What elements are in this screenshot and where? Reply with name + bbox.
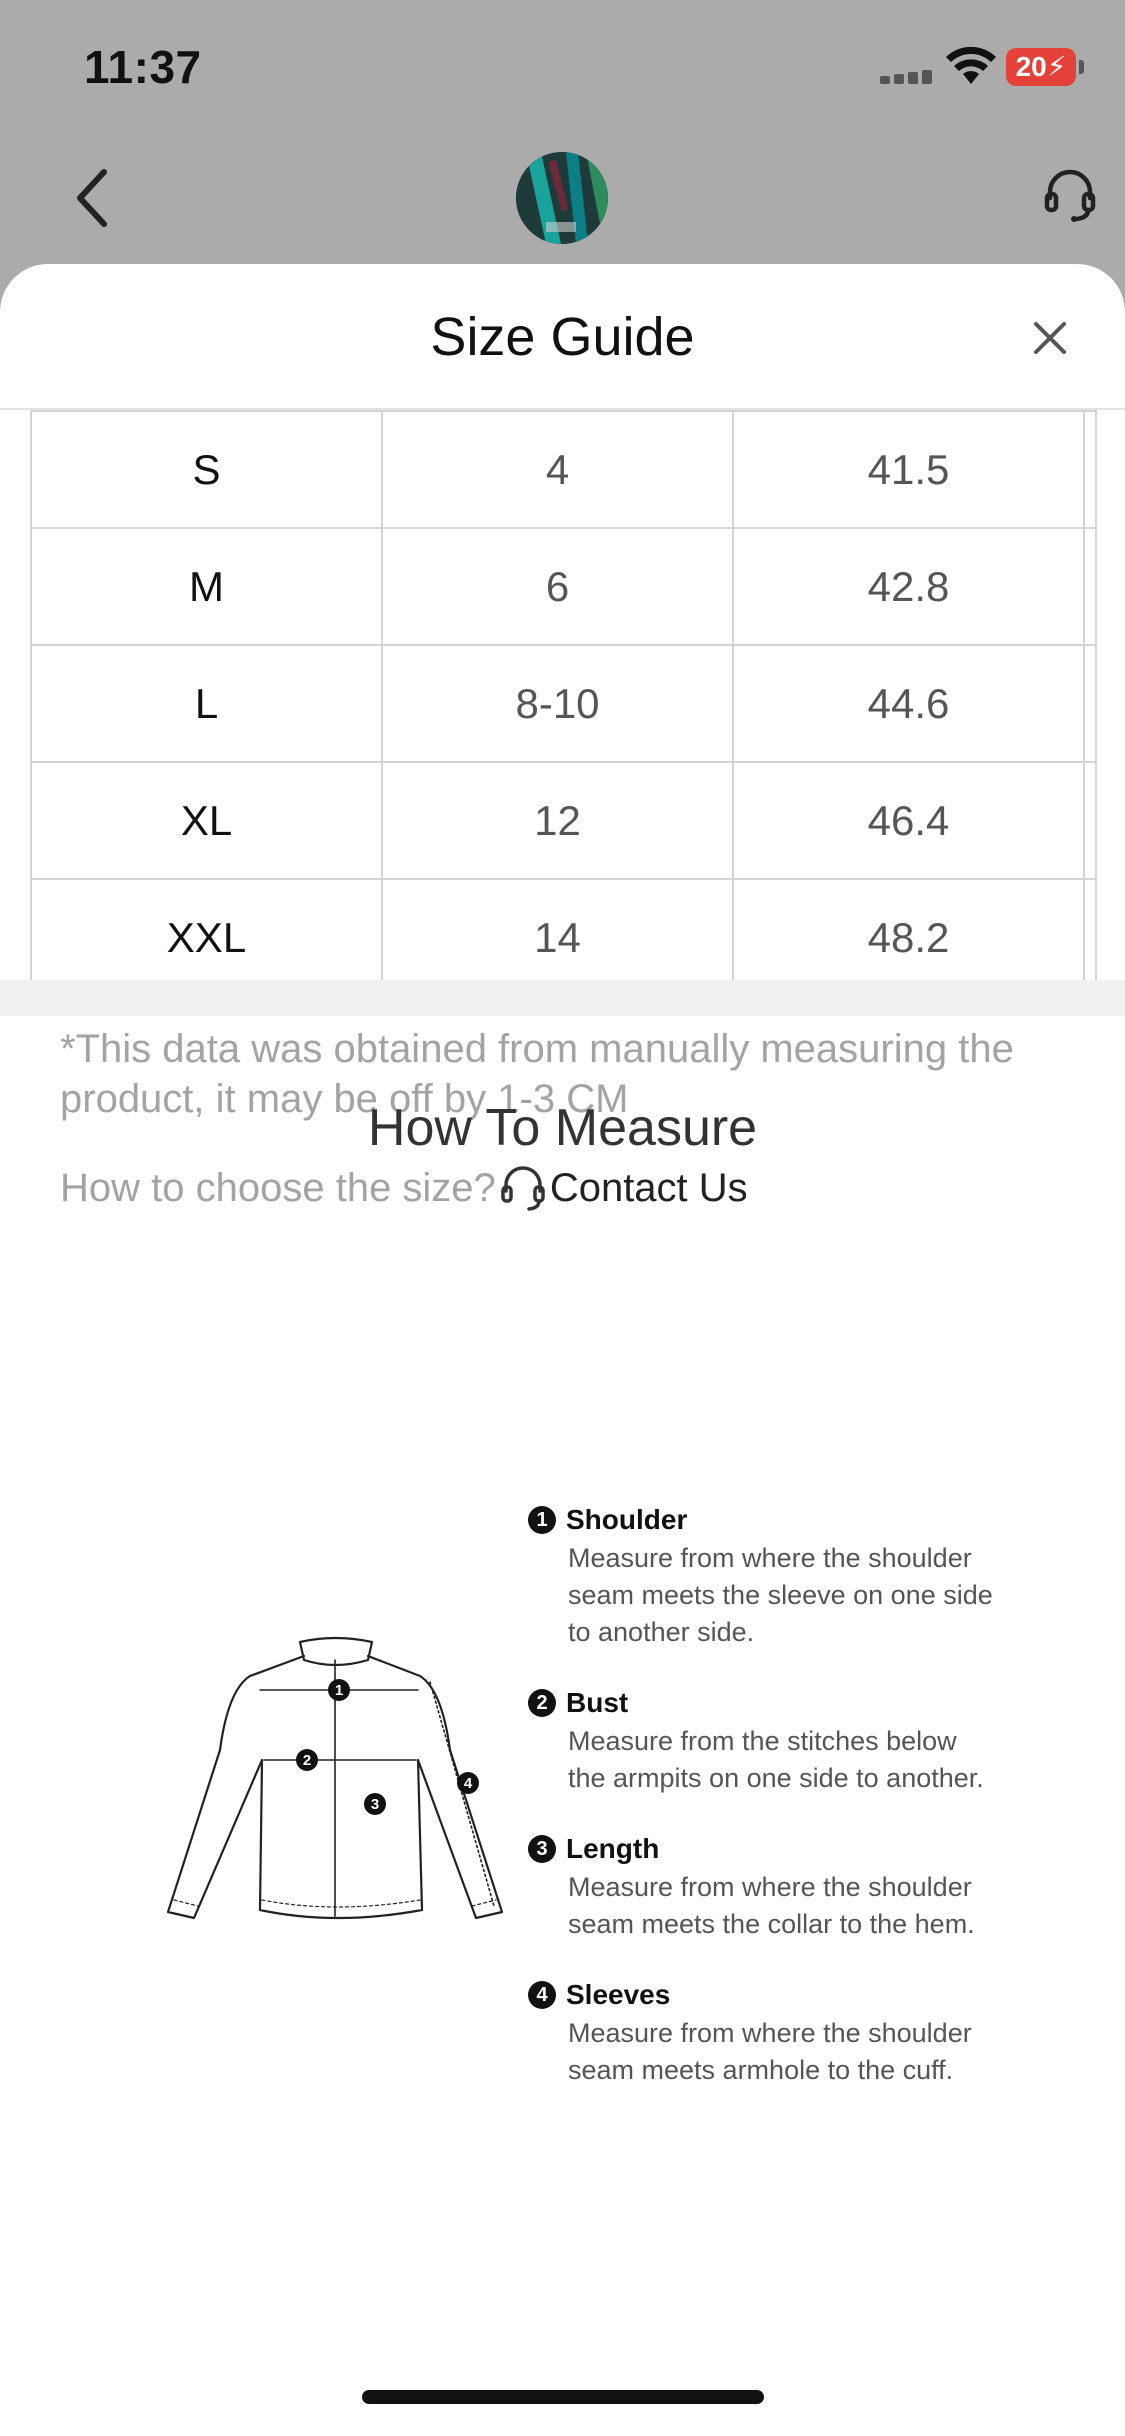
step-head — [528, 1683, 1008, 1723]
table-cell-overflow — [1084, 762, 1096, 879]
how-to-measure-title: How To Measure — [367, 1099, 758, 1157]
battery-cap — [1079, 60, 1084, 74]
table-cell-overflow — [1084, 645, 1096, 762]
measure-steps — [528, 1500, 1008, 2121]
table-row — [31, 528, 1096, 645]
svg-text:3: 3 — [370, 1796, 380, 1813]
section-divider — [0, 980, 1125, 1016]
measure-step-shoulder — [528, 1500, 1008, 1651]
choose-size-row — [60, 1160, 748, 1216]
bust-cell: 41.5 — [733, 411, 1084, 528]
status-time: 11:37 — [84, 41, 202, 93]
product-avatar[interactable] — [516, 152, 608, 244]
close-icon[interactable] — [1028, 316, 1072, 360]
step-number: 3 — [528, 1835, 556, 1863]
step-title: Length — [566, 1833, 660, 1864]
step-number: 4 — [528, 1981, 556, 2009]
choose-size-question: How to choose the size? — [60, 1165, 496, 1210]
svg-text:1: 1 — [334, 1682, 344, 1699]
size-cell: XL — [31, 762, 382, 879]
svg-text:4: 4 — [463, 1775, 473, 1792]
size-cell: L — [31, 645, 382, 762]
table-row — [31, 762, 1096, 879]
uk-size-cell: 12 — [382, 762, 733, 879]
table-row — [31, 879, 1096, 996]
status-bar — [0, 0, 1125, 140]
svg-text:2: 2 — [302, 1752, 312, 1769]
size-cell: XXL — [31, 879, 382, 996]
step-description: Measure from where the shoulder seam meets the sleeve on one side to another side. — [568, 1543, 993, 1647]
step-head — [528, 1829, 1008, 1869]
step-head — [528, 1500, 1008, 1540]
uk-size-cell: 8-10 — [382, 645, 733, 762]
headset-icon[interactable] — [1044, 168, 1096, 224]
step-description: Measure from where the shoulder seam meets the collar to the hem. — [568, 1872, 975, 1939]
step-number: 1 — [528, 1506, 556, 1534]
bust-cell: 46.4 — [733, 762, 1084, 879]
product-thumbnail — [516, 152, 608, 244]
size-cell: S — [31, 411, 382, 528]
wifi-icon — [946, 46, 996, 86]
sheet-header — [0, 264, 1125, 410]
step-title: Sleeves — [566, 1979, 671, 2010]
step-title: Bust — [566, 1687, 629, 1718]
size-table — [30, 410, 1097, 997]
size-table-body — [31, 411, 1096, 996]
uk-size-cell: 14 — [382, 879, 733, 996]
bust-cell: 42.8 — [733, 528, 1084, 645]
step-description: Measure from the stitches below the armpits on one side to another. — [568, 1726, 984, 1793]
battery-level: 20 — [1015, 51, 1047, 82]
size-cell: M — [31, 528, 382, 645]
step-description: Measure from where the shoulder seam meets armhole to the cuff. — [568, 2018, 972, 2085]
table-row — [31, 411, 1096, 528]
table-row — [31, 645, 1096, 762]
battery-icon: 20⚡ — [1006, 48, 1076, 86]
home-indicator — [362, 2390, 764, 2404]
chevron-left-icon[interactable] — [70, 166, 114, 230]
measure-step-length — [528, 1829, 1008, 1943]
headset-icon[interactable] — [500, 1165, 546, 1211]
table-cell-overflow — [1084, 528, 1096, 645]
uk-size-cell: 6 — [382, 528, 733, 645]
bust-cell: 44.6 — [733, 645, 1084, 762]
uk-size-cell: 4 — [382, 411, 733, 528]
measurement-note: *This data was obtained from manually measuring the product, it may be off by 1-3 CM — [60, 1027, 1014, 1121]
shirt-measure-diagram — [150, 1630, 550, 1930]
step-head — [528, 1975, 1008, 2015]
sheet-title: Size Guide — [430, 307, 695, 367]
measure-step-sleeves — [528, 1975, 1008, 2089]
contact-us-link[interactable]: Contact Us — [549, 1165, 748, 1210]
bust-cell: 48.2 — [733, 879, 1084, 996]
table-cell-overflow — [1084, 879, 1096, 996]
step-title: Shoulder — [566, 1504, 688, 1535]
step-number: 2 — [528, 1689, 556, 1717]
table-cell-overflow — [1084, 411, 1096, 528]
measure-step-bust — [528, 1683, 1008, 1797]
signal-icon — [880, 68, 936, 84]
